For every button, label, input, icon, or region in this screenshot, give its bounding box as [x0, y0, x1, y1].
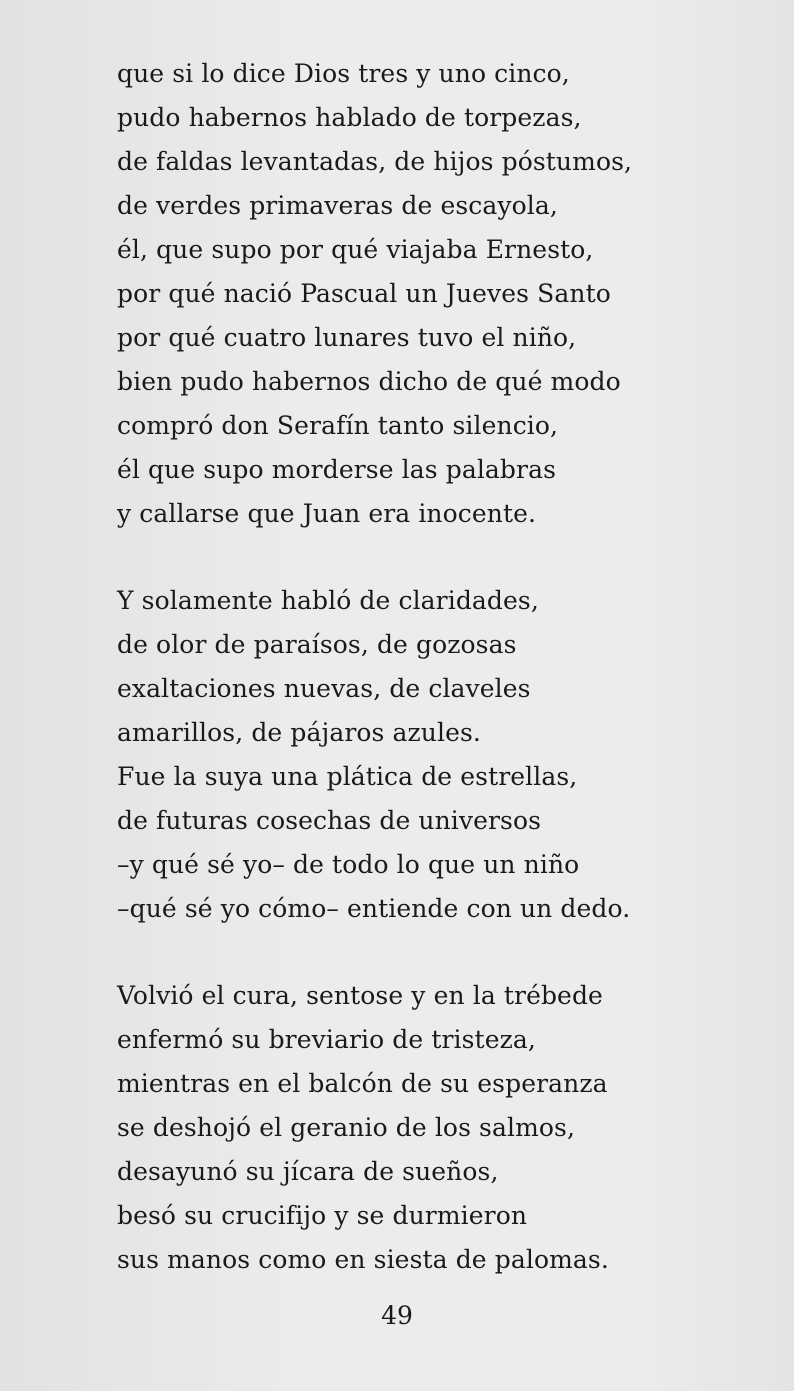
poem-line: él que supo morderse las palabras	[117, 455, 557, 484]
poem-line: desayunó su jícara de sueños,	[117, 1157, 499, 1186]
poem-line: que si lo dice Dios tres y uno cinco,	[117, 59, 570, 88]
stanza-2	[117, 579, 717, 931]
stanza-break	[117, 536, 717, 579]
poem	[117, 52, 717, 1282]
poem-line: pudo habernos hablado de torpezas,	[117, 103, 582, 132]
poem-line: y callarse que Juan era inocente.	[117, 499, 537, 528]
poem-line: de faldas levantadas, de hijos póstumos,	[117, 147, 633, 176]
poem-line: por qué nació Pascual un Jueves Santo	[117, 279, 611, 308]
poem-line: enfermó su breviario de tristeza,	[117, 1025, 536, 1054]
stanza-break	[117, 931, 717, 974]
poem-line: besó su crucifijo y se durmieron	[117, 1201, 528, 1230]
poem-line: –y qué sé yo– de todo lo que un niño	[117, 850, 580, 879]
poem-line: se deshojó el geranio de los salmos,	[117, 1113, 576, 1142]
poem-line: de futuras cosechas de universos	[117, 806, 542, 835]
poem-line: él, que supo por qué viajaba Ernesto,	[117, 235, 594, 264]
poem-line: compró don Serafín tanto silencio,	[117, 411, 559, 440]
poem-line: mientras en el balcón de su esperanza	[117, 1069, 608, 1098]
poem-line: Volvió el cura, sentose y en la trébede	[117, 981, 603, 1010]
poem-line: exaltaciones nuevas, de claveles	[117, 674, 531, 703]
poem-line: de olor de paraísos, de gozosas	[117, 630, 517, 659]
stanza-3	[117, 974, 717, 1282]
page-number: 49	[381, 1301, 413, 1330]
poem-line: por qué cuatro lunares tuvo el niño,	[117, 323, 577, 352]
poem-line: sus manos como en siesta de palomas.	[117, 1245, 609, 1274]
poem-line: de verdes primaveras de escayola,	[117, 191, 558, 220]
poem-line: Y solamente habló de claridades,	[117, 586, 539, 615]
poem-line: bien pudo habernos dicho de qué modo	[117, 367, 621, 396]
poem-line: Fue la suya una plática de estrellas,	[117, 762, 578, 791]
poem-line: amarillos, de pájaros azules.	[117, 718, 481, 747]
poem-line: –qué sé yo cómo– entiende con un dedo.	[117, 894, 631, 923]
stanza-1	[117, 52, 717, 536]
